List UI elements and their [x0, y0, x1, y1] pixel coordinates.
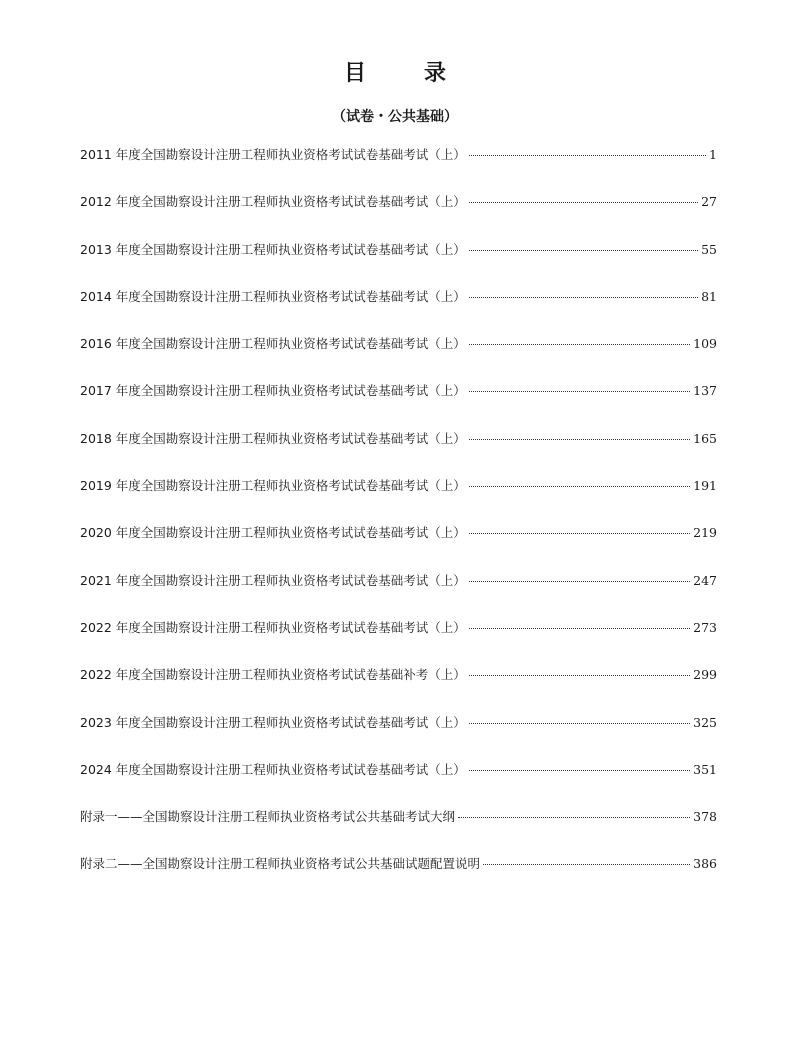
toc-entry[interactable]	[80, 571, 717, 618]
toc-leader-dots	[469, 675, 690, 676]
toc-entry-page: 219	[693, 525, 717, 541]
toc-leader-dots	[469, 297, 698, 298]
toc-entry[interactable]	[80, 760, 717, 807]
toc-entry[interactable]	[80, 665, 717, 712]
toc-leader-dots	[469, 628, 690, 629]
toc-entry[interactable]	[80, 381, 717, 428]
toc-entry[interactable]	[80, 145, 717, 192]
toc-entry[interactable]	[80, 287, 717, 334]
toc-entry-title: 2013 年度全国勘察设计注册工程师执业资格考试试卷基础考试（上）	[80, 241, 466, 257]
toc-entry[interactable]	[80, 192, 717, 239]
toc-entry[interactable]	[80, 854, 717, 901]
toc-leader-dots	[469, 581, 690, 582]
toc-entry-title: 2019 年度全国勘察设计注册工程师执业资格考试试卷基础考试（上）	[80, 478, 466, 494]
toc-entry[interactable]	[80, 240, 717, 287]
toc-entry-title: 2023 年度全国勘察设计注册工程师执业资格考试试卷基础考试（上）	[80, 714, 466, 730]
toc-leader-dots	[469, 202, 698, 203]
toc-entry-page: 378	[693, 809, 717, 825]
toc-entry-page: 109	[693, 336, 717, 352]
toc-entry-page: 325	[693, 714, 717, 730]
toc-entry[interactable]	[80, 523, 717, 570]
toc-entry[interactable]	[80, 713, 717, 760]
toc-leader-dots	[469, 391, 690, 392]
page-subtitle: （试卷・公共基础）	[332, 109, 458, 125]
toc-entry-title: 2014 年度全国勘察设计注册工程师执业资格考试试卷基础考试（上）	[80, 288, 466, 304]
toc-entry-title: 2016 年度全国勘察设计注册工程师执业资格考试试卷基础考试（上）	[80, 336, 466, 352]
toc-entry-page: 386	[693, 856, 717, 872]
toc-entry-page: 137	[693, 383, 717, 399]
toc-leader-dots	[469, 770, 690, 771]
page-title: 目 录	[343, 61, 464, 86]
toc-leader-dots	[469, 155, 706, 156]
toc-entry-page: 27	[701, 194, 717, 210]
toc-entry-title: 附录一——全国勘察设计注册工程师执业资格考试公共基础考试大纲	[80, 809, 456, 825]
toc-entry-page: 55	[701, 241, 717, 257]
toc-entry[interactable]	[80, 807, 717, 854]
toc-entry[interactable]	[80, 334, 717, 381]
toc-entry-title: 2012 年度全国勘察设计注册工程师执业资格考试试卷基础考试（上）	[80, 194, 466, 210]
toc-entry-page: 165	[693, 430, 717, 446]
toc-leader-dots	[469, 723, 690, 724]
toc-entry-title: 2024 年度全国勘察设计注册工程师执业资格考试试卷基础考试（上）	[80, 761, 466, 777]
toc-list	[80, 145, 717, 902]
toc-entry-title: 2018 年度全国勘察设计注册工程师执业资格考试试卷基础考试（上）	[80, 430, 466, 446]
toc-entry-title: 2022 年度全国勘察设计注册工程师执业资格考试试卷基础补考（上）	[80, 667, 466, 683]
toc-entry-page: 191	[693, 478, 717, 494]
toc-entry-title: 附录二——全国勘察设计注册工程师执业资格考试公共基础试题配置说明	[80, 856, 481, 872]
toc-leader-dots	[469, 533, 690, 534]
toc-leader-dots	[469, 344, 690, 345]
toc-leader-dots	[469, 250, 698, 251]
toc-entry-title: 2021 年度全国勘察设计注册工程师执业资格考试试卷基础考试（上）	[80, 572, 466, 588]
toc-entry-title: 2022 年度全国勘察设计注册工程师执业资格考试试卷基础考试（上）	[80, 619, 466, 635]
toc-entry-page: 247	[693, 572, 717, 588]
toc-entry-title: 2020 年度全国勘察设计注册工程师执业资格考试试卷基础考试（上）	[80, 525, 466, 541]
toc-entry[interactable]	[80, 429, 717, 476]
toc-entry-title: 2017 年度全国勘察设计注册工程师执业资格考试试卷基础考试（上）	[80, 383, 466, 399]
toc-entry-page: 299	[693, 667, 717, 683]
toc-leader-dots	[469, 486, 690, 487]
toc-entry[interactable]	[80, 476, 717, 523]
toc-entry-title: 2011 年度全国勘察设计注册工程师执业资格考试试卷基础考试（上）	[80, 147, 466, 162]
toc-entry-page: 351	[693, 761, 717, 777]
toc-leader-dots	[483, 864, 690, 865]
toc-entry-page: 81	[701, 288, 717, 304]
toc-entry[interactable]	[80, 618, 717, 665]
toc-leader-dots	[469, 439, 690, 440]
toc-entry-page: 1	[709, 147, 717, 162]
toc-entry-page: 273	[693, 619, 717, 635]
toc-leader-dots	[458, 817, 690, 818]
